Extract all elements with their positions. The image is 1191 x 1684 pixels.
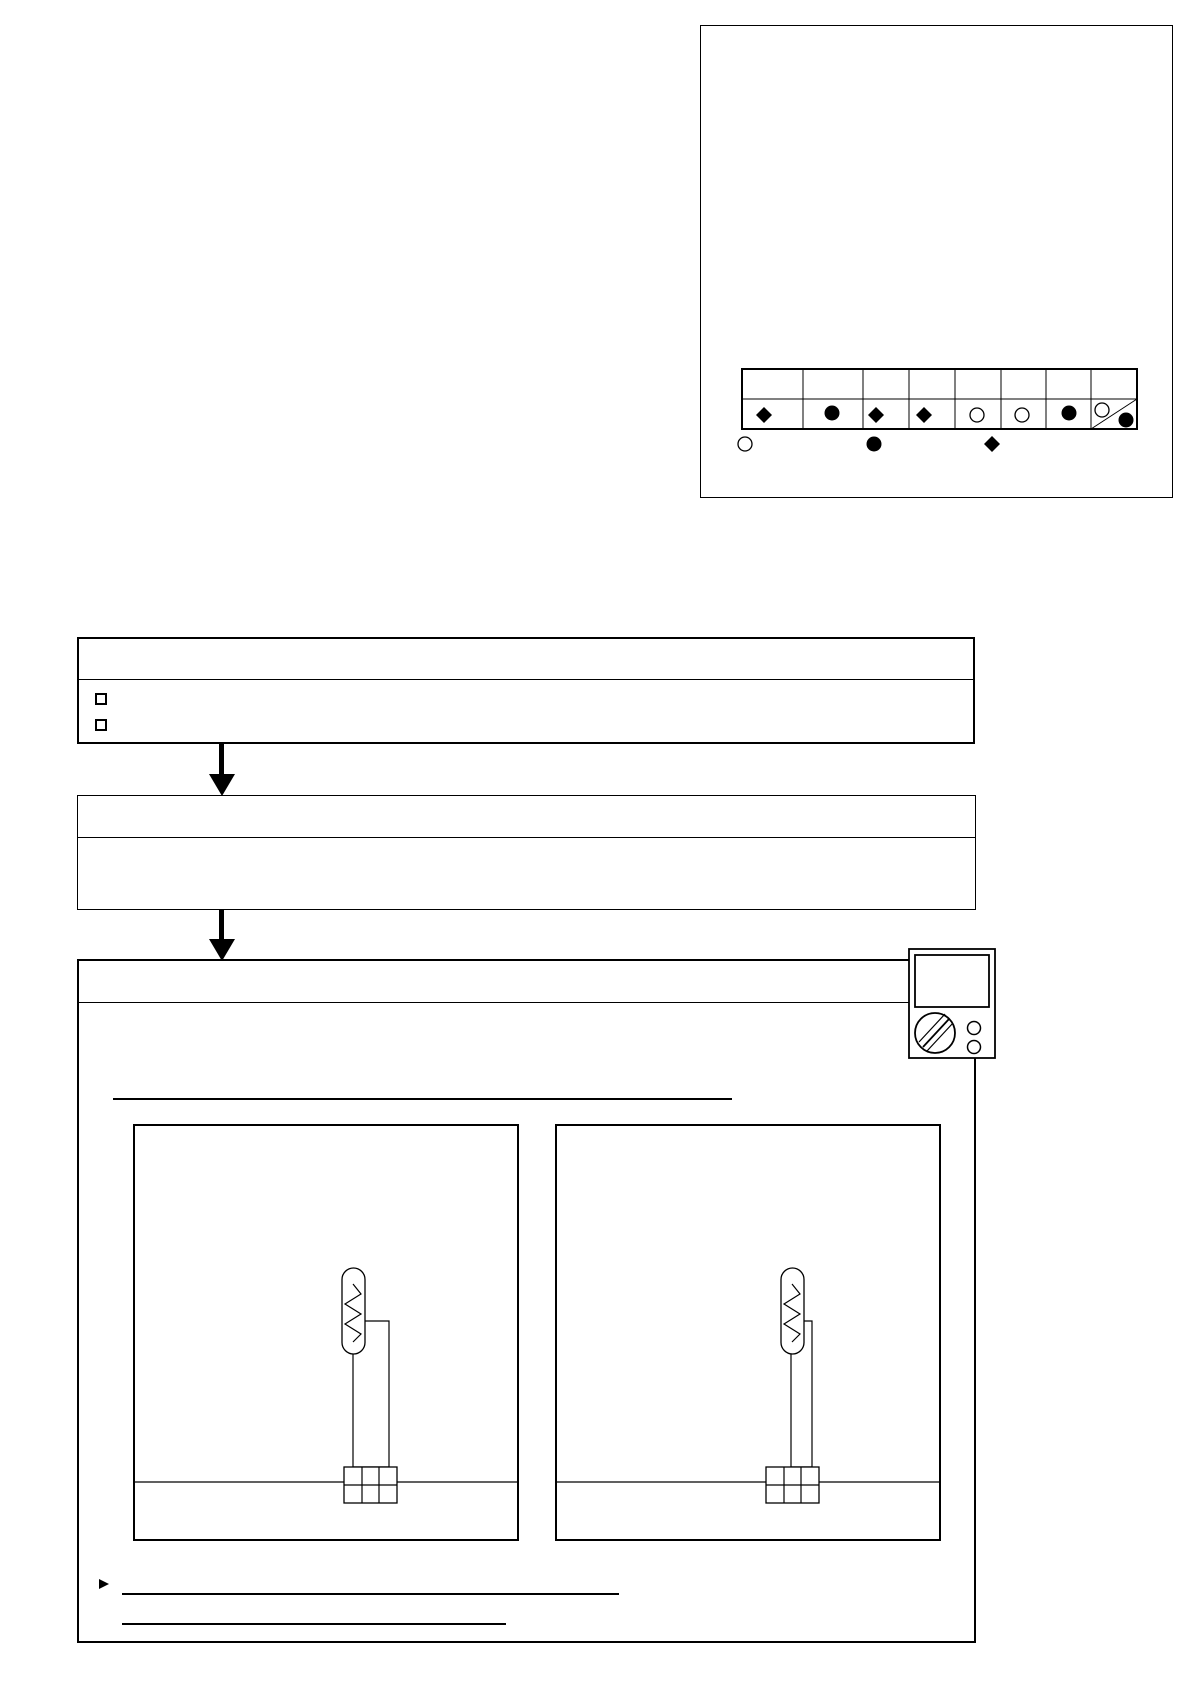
open-circle-symbol-2 xyxy=(1015,408,1029,422)
step2-body xyxy=(78,838,975,854)
key-filled-circle xyxy=(867,437,882,452)
filled-circle-symbol-1 xyxy=(825,406,840,421)
flow-arrow-down-icon xyxy=(208,744,236,796)
checkbox-icon xyxy=(95,719,107,731)
note-underline-2 xyxy=(122,1623,506,1625)
key-open-circle xyxy=(738,437,752,451)
flow-arrow-down-icon xyxy=(208,910,236,961)
diamond-symbol-1 xyxy=(756,407,772,423)
step3-header xyxy=(79,961,974,1003)
figure-right-drawing xyxy=(555,1124,941,1541)
step3-divider xyxy=(113,1098,732,1100)
step1-box xyxy=(77,637,975,744)
step1-header xyxy=(79,639,973,680)
filled-circle-symbol-2 xyxy=(1062,406,1077,421)
diamond-symbol-3 xyxy=(916,407,932,423)
step2-header xyxy=(78,796,975,838)
resistor-sensor-icon xyxy=(781,1268,804,1354)
triangle-bullet-icon xyxy=(98,1578,110,1590)
connector-icon xyxy=(344,1467,397,1503)
open-circle-symbol-1 xyxy=(970,408,984,422)
key-diamond xyxy=(984,436,1000,452)
note-underline-1 xyxy=(122,1593,619,1595)
checklist-item-1 xyxy=(95,693,115,705)
step2-box xyxy=(77,795,976,910)
diamond-symbol-2 xyxy=(868,407,884,423)
checkbox-icon xyxy=(95,693,107,705)
split-circle-symbol xyxy=(1091,399,1137,429)
multimeter-icon xyxy=(907,947,997,1060)
figure-left-drawing xyxy=(133,1124,519,1541)
checklist-item-2 xyxy=(95,719,115,731)
connector-icon xyxy=(766,1467,819,1503)
resistor-sensor-icon xyxy=(342,1268,365,1354)
